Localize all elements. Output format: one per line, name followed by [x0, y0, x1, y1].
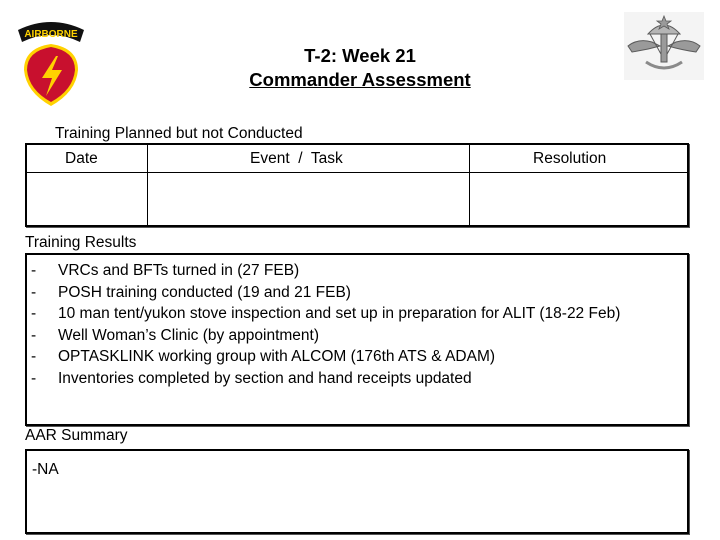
aar-summary-box	[25, 449, 689, 534]
list-item-text: 10 man tent/yukon stove inspection and set up in preparation for ALIT (18-22 Feb)	[58, 305, 621, 322]
column-header-date: Date	[65, 150, 98, 167]
list-item	[27, 368, 687, 390]
list-item	[27, 282, 687, 304]
airborne-tab-text: AIRBORNE	[24, 29, 78, 40]
training-results-list	[27, 260, 687, 389]
aar-summary-heading: AAR Summary	[25, 427, 128, 444]
training-results-box	[25, 253, 689, 426]
aar-summary-text: -NA	[32, 461, 59, 478]
list-item-text: VRCs and BFTs turned in (27 FEB)	[58, 262, 300, 279]
bullet-dash: -	[31, 283, 37, 301]
list-item	[27, 303, 687, 325]
bullet-dash: -	[31, 262, 37, 279]
list-item	[27, 325, 687, 347]
training-planned-heading: Training Planned but not Conducted	[55, 125, 303, 142]
list-item	[27, 346, 687, 368]
page-title	[180, 44, 540, 92]
list-item-text: Inventories completed by section and hand receipts updated	[58, 369, 472, 387]
training-planned-table-header	[27, 145, 687, 173]
table-cell-event-task	[148, 173, 469, 225]
list-item-text: Well Woman’s Clinic (by appointment)	[58, 326, 320, 344]
bullet-dash: -	[31, 326, 37, 344]
training-results-heading: Training Results	[25, 234, 137, 251]
list-item-text: OPTASKLINK working group with ALCOM (176th ATS & ADAM)	[58, 348, 496, 365]
column-header-event-task: Event / Task	[250, 150, 343, 167]
bullet-dash: -	[31, 305, 37, 322]
list-item	[27, 260, 687, 282]
table-cell-date	[27, 173, 147, 225]
bullet-dash: -	[31, 369, 37, 387]
bullet-dash: -	[31, 348, 37, 365]
master-parachutist-badge-icon	[624, 12, 704, 80]
title-line-2: Commander Assessment	[249, 69, 471, 90]
training-planned-table	[25, 143, 689, 227]
column-header-resolution: Resolution	[533, 150, 607, 167]
title-line-1: T-2: Week 21	[304, 45, 416, 66]
table-cell-resolution	[470, 173, 687, 225]
list-item-text: POSH training conducted (19 and 21 FEB)	[58, 283, 351, 301]
airborne-division-patch-icon	[16, 12, 86, 108]
